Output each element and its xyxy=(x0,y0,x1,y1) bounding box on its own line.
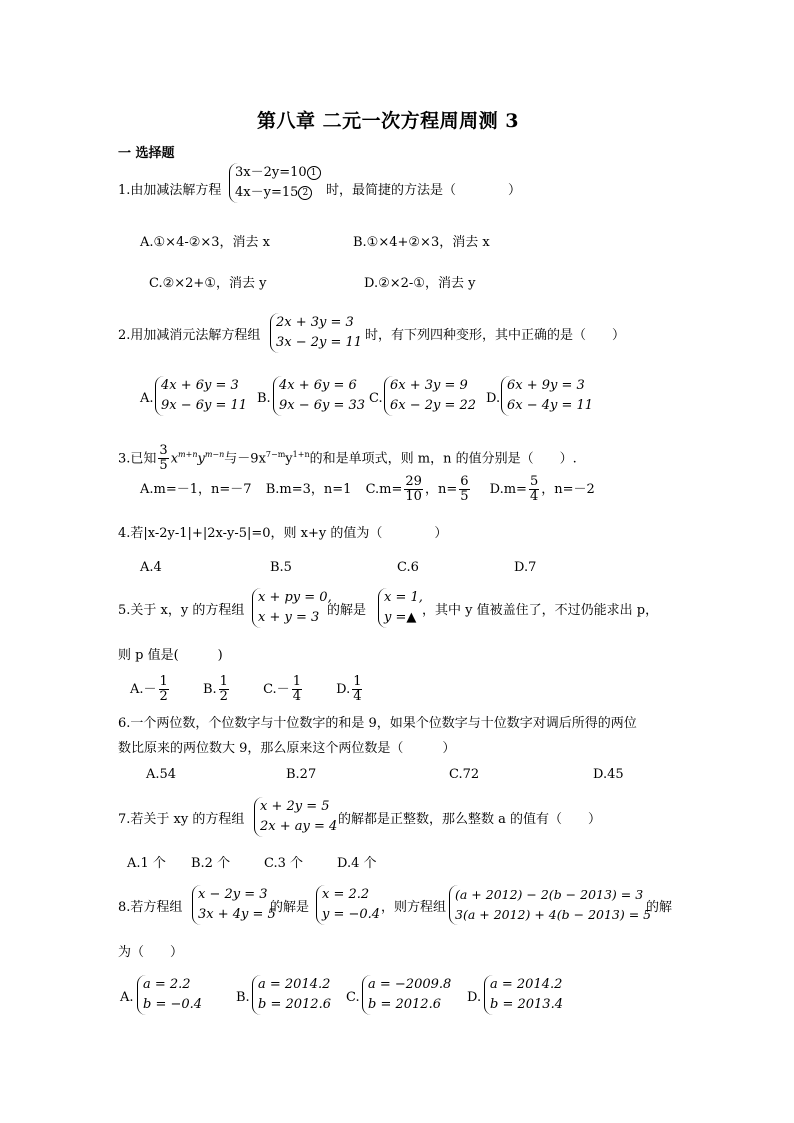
q7-eq1: x + 2y = 5 xyxy=(260,799,330,814)
q2-option-c-label: C. xyxy=(369,391,383,406)
q8-option-b xyxy=(252,975,331,1015)
q3-c-f1-num: 29 xyxy=(405,474,422,489)
q5-system xyxy=(252,588,332,628)
q8-big-eq1: (a + 2012) − 2(b − 2013) = 3 xyxy=(455,887,644,902)
q5-option-c xyxy=(263,674,304,704)
q8-stem-e: 为（ ） xyxy=(118,945,184,960)
q5-sol-x: x = 1, xyxy=(384,590,423,605)
q4-option-a: A.4 xyxy=(140,560,162,575)
q8-option-d xyxy=(484,975,563,1015)
q8-stem-c: ，则方程组 xyxy=(381,900,447,915)
q1-option-b: B.①×4+②×3，消去 x xyxy=(353,235,490,250)
q8-eq2: 3x + 4y = 5 xyxy=(198,907,276,922)
q2-d-eq2: 6x − 4y = 11 xyxy=(507,398,594,413)
q5-b-frac xyxy=(219,675,229,704)
q5-d-label: D. xyxy=(336,682,351,697)
q5-stem-a: 5.关于 x，y 的方程组 xyxy=(118,603,245,618)
q3-c-m-label: C.m= xyxy=(365,482,403,497)
q5-option-a xyxy=(130,674,171,704)
q3-x: x xyxy=(170,451,179,467)
q5-eq1: x + py = 0, xyxy=(258,590,332,605)
q5-c-label: C.－ xyxy=(263,682,290,697)
q5-option-d xyxy=(336,674,364,704)
q7-eq2: 2x + ay = 4 xyxy=(260,819,338,834)
q3-x2-exponent: 7−m xyxy=(265,450,286,459)
q5-d-num: 1 xyxy=(353,674,362,689)
q2-stem-a: 2.用加减消元法解方程组 xyxy=(118,328,261,343)
q8-c-eq1: a = −2009.8 xyxy=(368,977,452,992)
q5-stem-b: 的解是 xyxy=(327,603,367,618)
q3-c-f2-num: 6 xyxy=(460,474,469,489)
section-heading: 一 选择题 xyxy=(118,146,175,161)
q8-a-eq1: a = 2.2 xyxy=(143,977,191,992)
question-3-options xyxy=(140,472,595,508)
q8-solution xyxy=(316,885,380,925)
q8-sol-y: y = −0.4 xyxy=(322,907,381,922)
q3-d-n-label: ，n=－2 xyxy=(541,482,595,497)
q5-a-frac xyxy=(159,675,169,704)
q6-line-1: 6.一个两位数，个位数字与十位数字的和是 9，如果个位数字与十位数字对调后所得的两位 xyxy=(118,716,637,731)
q8-c-eq2: b = 2012.6 xyxy=(368,997,441,1012)
q6-line-2: 数比原来的两位数大 9，那么原来这个两位数是（ ） xyxy=(118,741,456,756)
page-title: 第八章 二元一次方程周周测 3 xyxy=(257,110,519,132)
q3-y-exponent: m−n xyxy=(204,450,225,459)
q7-option-b: B.2 个 xyxy=(191,856,231,871)
q5-option-b xyxy=(202,674,231,704)
q3-fraction xyxy=(158,444,168,473)
q2-a-eq2: 9x − 6y = 11 xyxy=(161,398,248,413)
q5-c-frac xyxy=(292,675,302,704)
q3-c-frac2 xyxy=(459,475,469,504)
q6-option-a: A.54 xyxy=(146,767,177,782)
q7-system xyxy=(254,797,337,837)
q1-eq1: 3x－2y=10 xyxy=(235,165,307,180)
q2-b-eq2: 9x − 6y = 33 xyxy=(279,398,366,413)
q2-option-d-label: D. xyxy=(486,391,501,406)
q8-d-eq1: a = 2014.2 xyxy=(490,977,563,992)
q5-c-den: 4 xyxy=(292,689,301,704)
q5-d-den: 4 xyxy=(353,689,362,704)
q8-eq1: x − 2y = 3 xyxy=(198,887,268,902)
q8-option-b-label: B. xyxy=(236,990,250,1005)
q3-frac-den: 5 xyxy=(159,458,168,474)
q3-option-d xyxy=(489,474,595,504)
q7-option-d: D.4 个 xyxy=(337,856,377,871)
q3-d-f-den: 4 xyxy=(529,489,539,504)
q4-option-c: C.6 xyxy=(397,560,419,575)
q2-option-b-label: B. xyxy=(257,391,271,406)
q7-stem-a: 7.若关于 xy 的方程组 xyxy=(118,812,245,827)
q5-sol-y: y =▲ xyxy=(384,610,417,625)
q2-b-eq1: 4x + 6y = 6 xyxy=(279,378,357,393)
q3-c-frac1 xyxy=(404,475,423,504)
q8-stem-a: 8.若方程组 xyxy=(118,900,183,915)
q5-a-label: A.－ xyxy=(130,682,157,697)
q3-c-f2-den: 5 xyxy=(460,489,469,504)
q2-option-a-label: A. xyxy=(140,391,154,406)
q2-c-eq1: 6x + 3y = 9 xyxy=(390,378,468,393)
q3-option-c xyxy=(365,474,472,504)
q7-stem-b: 的解都是正整数，那么整数 a 的值有（ ） xyxy=(338,812,602,827)
q3-stem-a: 3.已知 xyxy=(118,451,157,467)
q2-system xyxy=(270,313,362,353)
q5-options xyxy=(130,672,364,708)
q8-stem-d: 的解 xyxy=(646,900,673,915)
q8-option-d-label: D. xyxy=(467,990,482,1005)
q5-b-den: 2 xyxy=(219,689,228,704)
q3-c-n-label: ，n= xyxy=(424,482,458,497)
q1-eq2: 4x－y=15 xyxy=(235,185,299,200)
q2-option-c xyxy=(384,376,476,416)
q3-y2-exponent: 1+n xyxy=(292,450,310,459)
q2-option-d xyxy=(501,376,593,416)
q8-option-c-label: C. xyxy=(346,990,360,1005)
q2-d-eq1: 6x + 9y = 3 xyxy=(507,378,585,393)
q7-option-c: C.3 个 xyxy=(264,856,304,871)
q2-eq2: 3x − 2y = 11 xyxy=(276,335,363,350)
q2-stem-b: 时，有下列四种变形，其中正确的是（ ） xyxy=(365,328,626,343)
q5-a-num: 1 xyxy=(159,674,168,689)
q1-system xyxy=(229,163,321,203)
q4-option-b: B.5 xyxy=(270,560,292,575)
q3-d-frac xyxy=(529,475,539,504)
q1-option-d: D.②×2-①，消去 y xyxy=(364,276,476,291)
q2-option-b xyxy=(273,376,365,416)
q8-system xyxy=(192,885,276,925)
circled-1-icon: 1 xyxy=(307,166,321,180)
q2-c-eq2: 6x − 2y = 22 xyxy=(390,398,477,413)
q6-option-c: C.72 xyxy=(449,767,480,782)
q5-b-num: 1 xyxy=(219,674,228,689)
q8-option-a-label: A. xyxy=(120,990,134,1005)
q6-option-d: D.45 xyxy=(593,767,624,782)
q5-stem-d: 则 p 值是( ) xyxy=(118,648,223,663)
q3-stem-c: 的和是单项式，则 m，n 的值分别是（ ）. xyxy=(309,451,577,467)
q5-a-den: 2 xyxy=(159,689,168,704)
q5-d-frac xyxy=(352,675,362,704)
q1-option-c: C.②×2+①，消去 y xyxy=(149,276,267,291)
q8-big-eq2: 3(a + 2012) + 4(b − 2013) = 5 xyxy=(455,907,652,922)
q4-stem: 4.若|x-2y-1|+|2x-y-5|=0，则 x+y 的值为（ ） xyxy=(118,526,448,541)
q7-option-a: A.1 个 xyxy=(127,856,166,871)
q5-solution xyxy=(378,588,423,628)
q8-option-a xyxy=(137,975,202,1015)
q8-big-system xyxy=(449,885,651,925)
q3-c-f1-den: 10 xyxy=(405,489,422,504)
q2-eq1: 2x + 3y = 3 xyxy=(276,315,354,330)
q3-y: y xyxy=(197,451,205,467)
circled-2-icon: 2 xyxy=(298,186,312,200)
q3-d-m-label: D.m= xyxy=(489,482,527,497)
q3-option-b: B.m=3，n=1 xyxy=(265,482,352,497)
q2-a-eq1: 4x + 6y = 3 xyxy=(161,378,239,393)
q1-option-a: A.①×4-②×3，消去 x xyxy=(140,235,271,250)
q1-stem-b: 时，最简捷的方法是（ ） xyxy=(326,183,522,198)
q5-c-num: 1 xyxy=(292,674,301,689)
q8-d-eq2: b = 2013.4 xyxy=(490,997,563,1012)
q8-b-eq2: b = 2012.6 xyxy=(258,997,331,1012)
q1-stem-a: 1.由加减法解方程 xyxy=(118,183,222,198)
q3-option-a: A.m=－1，n=－7 xyxy=(140,482,252,497)
q3-x-exponent: m+n xyxy=(178,450,198,459)
q8-stem-b: 的解是 xyxy=(270,900,310,915)
q8-option-c xyxy=(362,975,451,1015)
q3-d-f-num: 5 xyxy=(529,474,539,489)
q4-option-d: D.7 xyxy=(514,560,537,575)
q2-option-a xyxy=(155,376,247,416)
q5-stem-c: ，其中 y 值被盖住了，不过仍能求出 p， xyxy=(422,603,659,618)
q8-b-eq1: a = 2014.2 xyxy=(258,977,331,992)
q5-eq2: x + y = 3 xyxy=(258,610,320,625)
q3-frac-num: 3 xyxy=(159,443,168,459)
q8-a-eq2: b = −0.4 xyxy=(143,997,203,1012)
q6-option-b: B.27 xyxy=(286,767,317,782)
q8-sol-x: x = 2.2 xyxy=(322,887,370,902)
q3-y2: y xyxy=(285,451,293,467)
q3-stem-b: 与－9x xyxy=(224,451,266,467)
q5-b-label: B. xyxy=(202,682,217,697)
